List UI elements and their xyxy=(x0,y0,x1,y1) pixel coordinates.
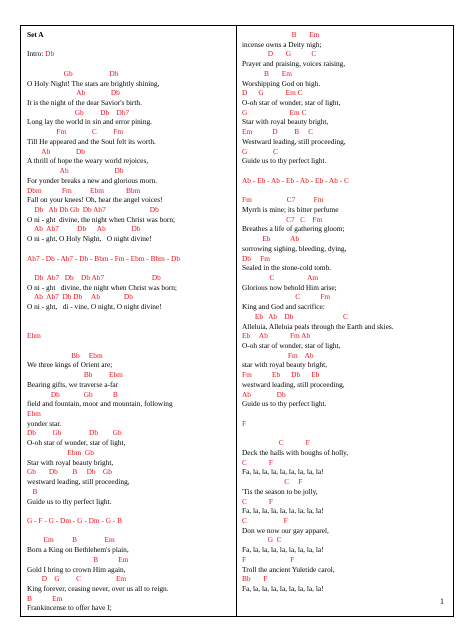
lyric-line: Westward leading, still proceeding, xyxy=(242,136,346,146)
blank-line xyxy=(27,244,232,254)
lyric-line: Guide us to thy perfect light. xyxy=(27,496,112,506)
lyric-line: Fa, la, la, la, la, la, la, la, la! xyxy=(242,583,324,593)
chord-line: Ab Ab7 Db Ab Db xyxy=(27,224,141,234)
blank-line xyxy=(242,409,447,419)
chord-line: Ebm xyxy=(27,331,41,341)
lyric-line: 'Tis the season to be jolly, xyxy=(242,486,318,496)
lyric-line: star with royal beauty bright, xyxy=(242,360,328,370)
chord-line: C F xyxy=(242,477,303,487)
chord-line: C F xyxy=(242,496,274,506)
blank-line xyxy=(242,166,447,176)
chord-line: C F xyxy=(242,457,274,467)
chord-line: B Em xyxy=(27,554,129,564)
lyric-line: Worshipping God on high. xyxy=(242,78,321,88)
lyric-line: Star with royal beauty bright, xyxy=(242,117,329,127)
chord-line: G C xyxy=(242,535,282,545)
blank-line xyxy=(27,341,232,351)
chord-line: B Em xyxy=(242,30,320,39)
lyric-line: Long lay the world in sin and error pining. xyxy=(27,117,153,127)
intro-chord: Db xyxy=(45,49,55,59)
lyric-line: Star with royal beauty bright, xyxy=(27,457,114,467)
lyric-line: O ni - ght, di - vine, O night, O night divine! xyxy=(27,302,162,312)
blank-line xyxy=(27,322,232,332)
lyric-line: Bearing gifts, we traverse a-far xyxy=(27,379,119,389)
blank-line xyxy=(242,428,447,438)
blank-line xyxy=(27,59,232,69)
lyric-line: Till He appeared and the Soul felt its worth. xyxy=(27,136,156,146)
chord-line: Bb Ebm xyxy=(27,350,103,360)
lyric-line: Gold I bring to crown Him again, xyxy=(27,564,126,574)
chord-line: C Am xyxy=(242,272,319,282)
chord-line: Db Ab Db Gb Db Ab7 Db xyxy=(27,204,159,214)
intro-line xyxy=(27,49,232,59)
chord-line: Db Gb Db Gb xyxy=(27,428,122,438)
chord-line: Fm C Fm xyxy=(27,127,124,137)
chord-line: C Fm xyxy=(242,292,331,302)
chord-line: F F xyxy=(242,554,295,564)
lyric-line: Fa, la, la, la, la, la, la, la, la! xyxy=(242,545,324,555)
chord-line: C F xyxy=(242,438,310,448)
lyric-line: We three kings of Orient are; xyxy=(27,360,113,370)
lyric-line: O ni - ght divine, the night when Christ was born; xyxy=(27,282,177,292)
lyric-line: Guide us to thy perfect light. xyxy=(242,156,327,166)
blank-line xyxy=(27,506,232,516)
lyric-line: Fa, la, la, la, la, la, la, la, la! xyxy=(242,506,324,516)
lyric-line: Myrrh is mine; its bitter perfume xyxy=(242,204,339,214)
lyric-line: A thrill of hope the weary world rejoices, xyxy=(27,156,149,166)
chord-line: B Em xyxy=(27,593,63,603)
lyric-line: O-oh star of wonder, star of light, xyxy=(27,438,126,448)
chord-line: Ebm xyxy=(27,409,41,419)
lyric-line: Sealed in the stone-cold tomb. xyxy=(242,263,332,273)
chord-line: Eb Ab Fm Ab xyxy=(242,331,311,341)
chord-line: B Em xyxy=(242,68,292,78)
lyric-line: O ni - ght divine, the night when Christ was born; xyxy=(27,214,176,224)
chord-line: Dbm Fm Ebm Bbm xyxy=(27,185,141,195)
chord-line: Gb Db Db7 xyxy=(27,107,130,117)
chord-line: F xyxy=(242,418,247,428)
chord-line: D G Em C xyxy=(242,88,303,98)
chord-line: Eb Ab Db C xyxy=(242,311,348,321)
lyric-line: Fa, la, la, la, la, la, la, la, la! xyxy=(242,467,324,477)
chord-line: Ab Ab7 Db Db Ab Db xyxy=(27,292,133,302)
chord-line: Db Gb B xyxy=(27,389,118,399)
chord-line: Ab Db xyxy=(27,146,85,156)
chord-line: Ab - Eb - Ab - Eb - Ab - Eb - Ab - C xyxy=(242,175,349,185)
blank-line xyxy=(242,186,447,196)
lyric-line: incense owns a Deity nigh; xyxy=(242,39,322,49)
chord-line: G - F - G - Dm - G - Dm - G - B xyxy=(27,515,123,525)
chord-line: B xyxy=(27,486,38,496)
page-number: 1 xyxy=(440,597,444,606)
chord-line: D G C xyxy=(242,49,317,59)
lyric-line: field and fountain, moor and mountain, following xyxy=(27,399,173,409)
chord-line: C7 C Fm xyxy=(242,214,323,224)
set-title: Set A xyxy=(27,30,44,39)
lyric-line: It is the night of the dear Savior's birth. xyxy=(27,98,142,108)
chord-line: Ab Db xyxy=(27,88,120,98)
intro-label: Intro: xyxy=(27,49,46,59)
chord-line: Fm C7 Fm xyxy=(242,195,324,205)
lyric-line: Deck the halls with boughs of holly, xyxy=(242,447,349,457)
chord-line: Gb Db B Db Gb xyxy=(27,467,112,477)
lyric-line: Prayer and praising, voices raising, xyxy=(242,59,346,69)
column-divider xyxy=(236,25,237,617)
lyric-line: Troll the ancient Yuletide carol, xyxy=(242,564,335,574)
chord-line: G Em C xyxy=(242,107,307,117)
chord-line: Db Ab7 Db Db Ab7 Db xyxy=(27,272,161,282)
chord-line: Bb F xyxy=(242,574,268,584)
chord-line: Em D B C xyxy=(242,127,314,137)
left-column xyxy=(27,30,232,613)
lyric-line: westward leading, still proceeding, xyxy=(27,477,130,487)
lyric-line: Breathes a life of gathering gloom; xyxy=(242,224,345,234)
lyric-line: King and God and sacrifice: xyxy=(242,302,325,312)
chord-line: Eb Ab xyxy=(242,234,300,244)
chord-line: Ab7 - Db - Ab7 - Db - Bbm - Fm - Ebm - Bbm - Db xyxy=(27,253,180,263)
blank-line xyxy=(27,312,232,322)
chord-line: C F xyxy=(242,515,288,525)
chord-line: Ab Db xyxy=(27,166,124,176)
lyric-line: westward leading, still proceeding, xyxy=(242,379,345,389)
chord-line: Ebm Gb xyxy=(27,447,94,457)
chord-line: Bb Ebm xyxy=(27,370,123,380)
blank-line xyxy=(27,263,232,273)
lyric-line: Guide us to thy perfect light. xyxy=(242,399,327,409)
lyric-line: King forever, ceasing never, over us all to reign. xyxy=(27,583,169,593)
chord-line: G C xyxy=(242,146,278,156)
chord-line: Fm Ab xyxy=(242,350,314,360)
chord-line: Gb Db xyxy=(27,68,119,78)
lyric-line: sorrowing sighing, bleeding, dying, xyxy=(242,243,347,253)
lyric-line: O-oh star of wonder, star of light, xyxy=(242,98,341,108)
lyric-line: O ni - ght, O Holy Night, O night divine! xyxy=(27,234,152,244)
chord-line: Db Fm xyxy=(242,253,270,263)
right-column xyxy=(242,30,447,594)
lyric-line: Frankincense to offer have I; xyxy=(27,603,112,613)
chord-line: Em B Em xyxy=(27,535,115,545)
chord-line: Ab Db xyxy=(242,389,286,399)
lyric-line: O-oh star of wonder, star of light, xyxy=(242,341,341,350)
lyric-line: Glorious now behold Him arise; xyxy=(242,282,337,292)
chord-line: D G C Em xyxy=(27,574,127,584)
lyric-line: O Holy Night! The stars are brightly shining, xyxy=(27,78,160,88)
lyric-line: Born a King on Bethlehem's plain, xyxy=(27,545,129,555)
lyric-line: Alleluia, Alleluia peals through the Earth and skies. xyxy=(242,321,394,331)
blank-line xyxy=(27,526,232,536)
lyric-line: yonder star. xyxy=(27,418,62,428)
lyric-line: For yonder breaks a new and glorious morn. xyxy=(27,175,158,185)
blank-line xyxy=(27,40,232,50)
chord-line: Fm Eb Db Eb xyxy=(242,370,320,380)
lyric-line: Fall on your knees! Oh, hear the angel voices! xyxy=(27,195,163,205)
lyric-line: Don we now our gay apparel, xyxy=(242,525,329,535)
